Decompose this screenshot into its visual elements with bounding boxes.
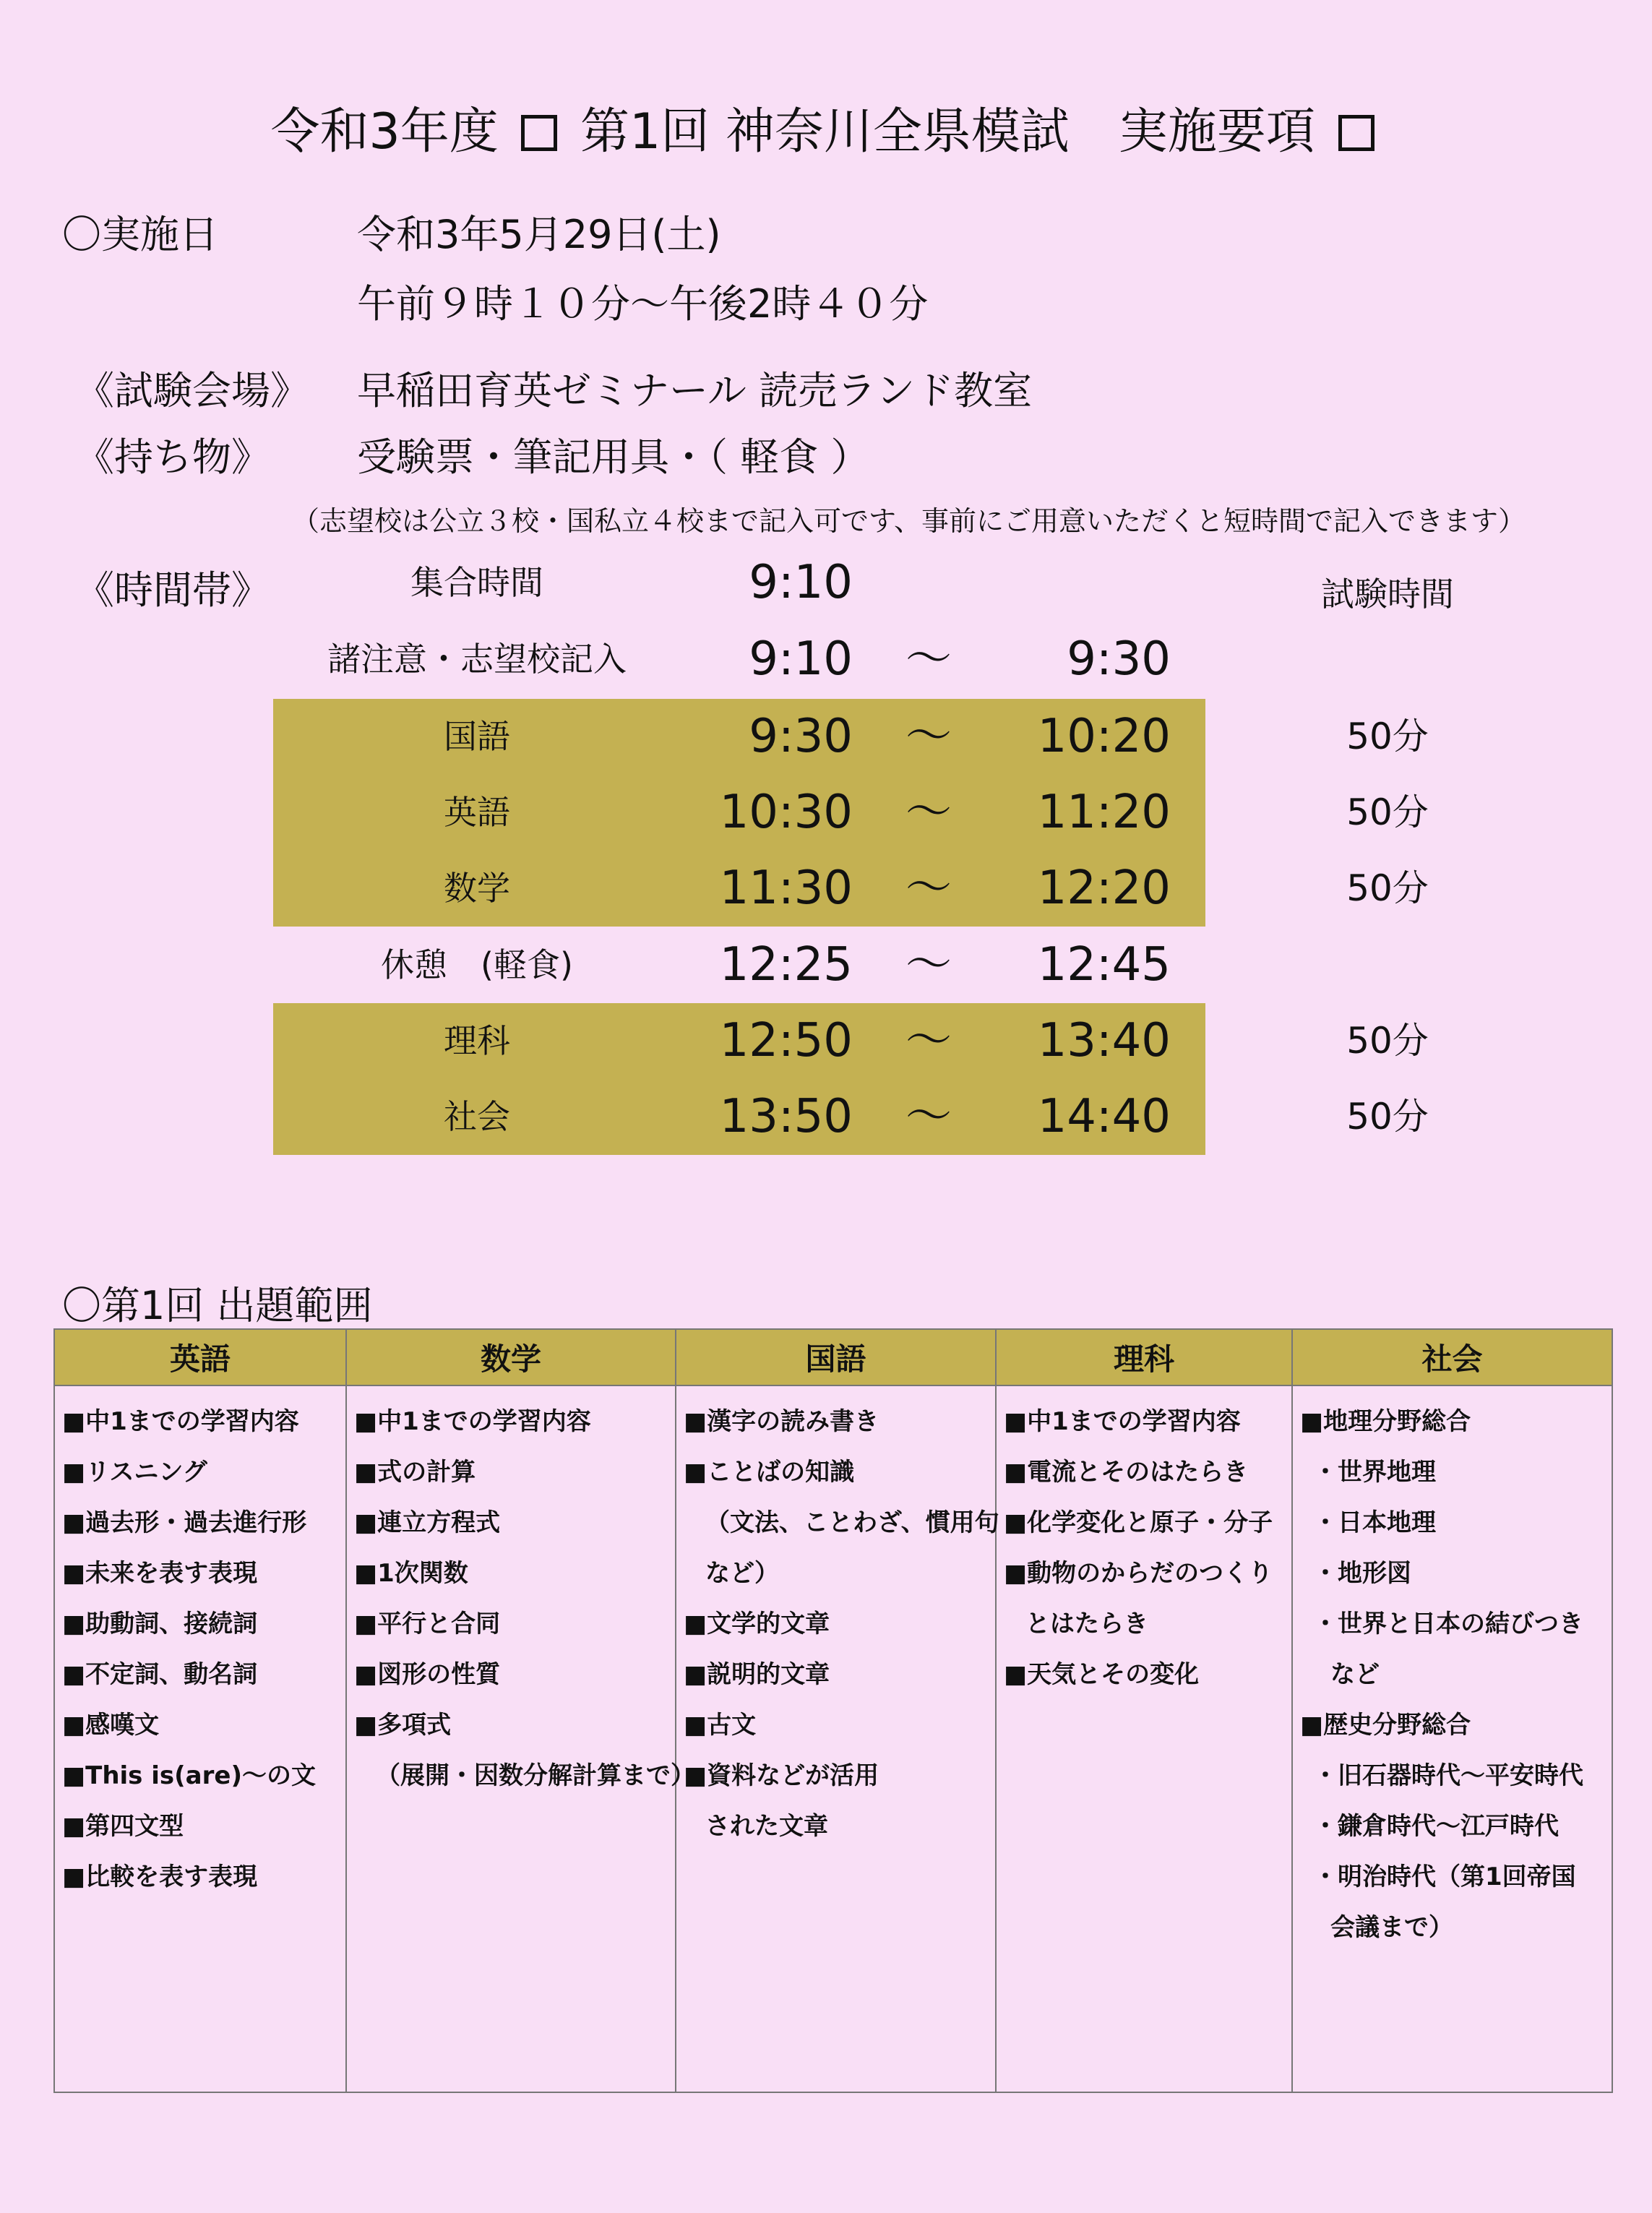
range-item: ・明治時代（第1回帝国 <box>1313 1862 1576 1891</box>
range-item: ■平行と合同 <box>354 1610 501 1638</box>
range-item: ■図形の性質 <box>354 1660 501 1689</box>
range-item: 会議まで） <box>1330 1913 1453 1942</box>
exam-duration: 50分 <box>1346 791 1429 833</box>
schedule-subject: 集合時間 <box>410 563 543 602</box>
time-separator <box>896 545 961 621</box>
range-item: ■第四文型 <box>62 1812 184 1841</box>
range-item: ■連立方程式 <box>354 1508 501 1537</box>
exam-duration <box>1315 622 1460 697</box>
title-main: 第1回 神奈川全県模試 実施要項 <box>580 103 1315 160</box>
end-time: 12:45 <box>1037 938 1171 992</box>
end-time: 12:20 <box>1037 861 1171 915</box>
time-separator: ～ <box>905 786 952 839</box>
end-time: 11:20 <box>1037 786 1171 839</box>
exam-duration <box>1315 545 1460 621</box>
schedule-row <box>0 1003 1652 1079</box>
range-item: ■1次関数 <box>354 1559 468 1588</box>
exam-time: 午前９時１０分～午後2時４０分 <box>357 281 929 327</box>
schedule-row <box>0 622 1652 697</box>
schedule-row <box>0 545 1652 621</box>
duration-header: 試験時間 <box>1321 575 1454 614</box>
range-item: ■地理分野総合 <box>1300 1407 1471 1436</box>
time-separator: ～ <box>905 632 952 686</box>
time-separator: ～ <box>905 1014 952 1067</box>
range-item: ■資料などが活用 <box>684 1761 879 1790</box>
range-label: 〇第1回 出題範囲 <box>62 1283 373 1328</box>
range-item: （展開・因数分解計算まで） <box>376 1761 695 1790</box>
end-time: 9:30 <box>1067 632 1171 686</box>
range-header-row <box>54 1329 1612 1385</box>
exam-duration <box>1315 927 1460 1003</box>
page-title <box>0 93 1652 163</box>
start-time: 13:50 <box>719 1090 853 1143</box>
start-time: 12:50 <box>719 1014 853 1067</box>
range-item: ・鎌倉時代～江戸時代 <box>1313 1812 1559 1841</box>
range-item: など） <box>705 1559 779 1588</box>
range-column-header: 国語 <box>676 1329 996 1385</box>
range-item: ■中1までの学習内容 <box>1004 1407 1241 1436</box>
range-item: ・日本地理 <box>1313 1508 1436 1537</box>
range-item: ■中1までの学習内容 <box>62 1407 299 1436</box>
range-item: ■多項式 <box>354 1711 452 1740</box>
start-time: 9:30 <box>749 710 853 763</box>
range-item: ■文学的文章 <box>684 1610 830 1638</box>
range-item: ■式の計算 <box>354 1458 476 1487</box>
range-item: ■電流とそのはたらき <box>1004 1458 1249 1487</box>
schedule-row <box>0 1079 1652 1155</box>
time-separator: ～ <box>905 1090 952 1143</box>
box-icon <box>1338 115 1374 151</box>
schedule-row <box>0 775 1652 851</box>
range-item: ■リスニング <box>62 1458 207 1487</box>
range-item: ■動物のからだのつくり <box>1004 1559 1273 1588</box>
range-item: ■助動詞、接続詞 <box>62 1610 258 1638</box>
start-time: 9:10 <box>749 632 853 686</box>
range-column-header: 社会 <box>1292 1329 1612 1385</box>
range-item: ・地形図 <box>1313 1559 1411 1588</box>
exam-duration: 50分 <box>1346 716 1429 757</box>
schedule-row <box>0 699 1652 775</box>
start-time: 12:25 <box>719 938 853 992</box>
end-time: 10:20 <box>1037 710 1171 763</box>
range-column <box>346 1385 695 2092</box>
schedule-subject: 社会 <box>444 1097 510 1136</box>
range-item: ■化学変化と原子・分子 <box>1004 1508 1273 1537</box>
end-time <box>990 545 1171 621</box>
range-column-header: 英語 <box>54 1329 346 1385</box>
end-time: 14:40 <box>1037 1090 1171 1143</box>
schedule-row <box>0 851 1652 927</box>
start-time: 11:30 <box>719 861 853 915</box>
range-item: ■中1までの学習内容 <box>354 1407 591 1436</box>
exam-duration: 50分 <box>1346 1096 1429 1138</box>
end-time: 13:40 <box>1037 1014 1171 1067</box>
time-separator: ～ <box>905 938 952 992</box>
range-item: ■説明的文章 <box>684 1660 830 1689</box>
exam-duration: 50分 <box>1346 867 1429 909</box>
range-item: ・世界と日本の結びつき <box>1313 1610 1583 1638</box>
range-item: ■古文 <box>684 1711 757 1740</box>
time-separator: ～ <box>905 861 952 915</box>
time-separator: ～ <box>905 710 952 763</box>
range-item: ■天気とその変化 <box>1004 1660 1200 1689</box>
schedule-subject: 数学 <box>444 869 510 908</box>
range-item: ■過去形・過去進行形 <box>62 1508 307 1537</box>
range-column <box>1292 1385 1612 2092</box>
schedule-subject: 諸注意・志望校記入 <box>327 640 627 679</box>
venue: 早稲田育英ゼミナール 読売ランド教室 <box>357 368 1033 413</box>
range-item: ・世界地理 <box>1313 1458 1436 1487</box>
date-label: 〇実施日 <box>62 212 218 257</box>
range-item: ■This is(are)～の文 <box>62 1761 316 1790</box>
range-column <box>996 1385 1292 2092</box>
range-item: ■不定詞、動名詞 <box>62 1660 258 1689</box>
school-note: （志望校は公立３校・国私立４校まで記入可です、事前にご用意いただくと短時間で記入できます） <box>292 505 1526 537</box>
range-item: ■ことばの知識 <box>684 1458 855 1487</box>
range-column-header: 理科 <box>996 1329 1292 1385</box>
box-icon <box>521 115 557 151</box>
schedule-label: 《時間帯》 <box>75 567 270 613</box>
range-body-row <box>54 1385 1612 2092</box>
schedule-subject: 英語 <box>444 793 510 832</box>
range-table <box>53 1328 1613 2093</box>
range-item: ■比較を表す表現 <box>62 1862 258 1891</box>
range-item: など <box>1330 1660 1380 1689</box>
range-column-header: 数学 <box>346 1329 676 1385</box>
range-item: ■歴史分野総合 <box>1300 1711 1471 1740</box>
range-item: ■感嘆文 <box>62 1711 160 1740</box>
range-item: とはたらき <box>1025 1610 1148 1638</box>
exam-duration: 50分 <box>1346 1020 1429 1062</box>
schedule-subject: 休憩 (軽食) <box>381 945 573 984</box>
title-year: 令和3年度 <box>270 103 499 160</box>
items-label: 《持ち物》 <box>75 434 270 480</box>
range-item: （文法、ことわざ、慣用句 <box>705 1508 999 1537</box>
range-column <box>676 1385 999 2092</box>
start-time: 10:30 <box>719 786 853 839</box>
range-item: ・旧石器時代～平安時代 <box>1313 1761 1583 1790</box>
exam-date: 令和3年5月29日(土) <box>357 212 721 257</box>
items-to-bring: 受験票・筆記用具・（ 軽食 ） <box>357 434 870 480</box>
schedule-subject: 国語 <box>444 717 510 756</box>
schedule-subject: 理科 <box>444 1021 510 1060</box>
range-item: ■未来を表す表現 <box>62 1559 258 1588</box>
schedule-row <box>0 927 1652 1003</box>
range-item: ■漢字の読み書き <box>684 1407 879 1436</box>
range-item: された文章 <box>705 1812 828 1841</box>
venue-label: 《試験会場》 <box>75 368 309 413</box>
range-column <box>54 1385 346 2092</box>
start-time: 9:10 <box>749 556 853 609</box>
